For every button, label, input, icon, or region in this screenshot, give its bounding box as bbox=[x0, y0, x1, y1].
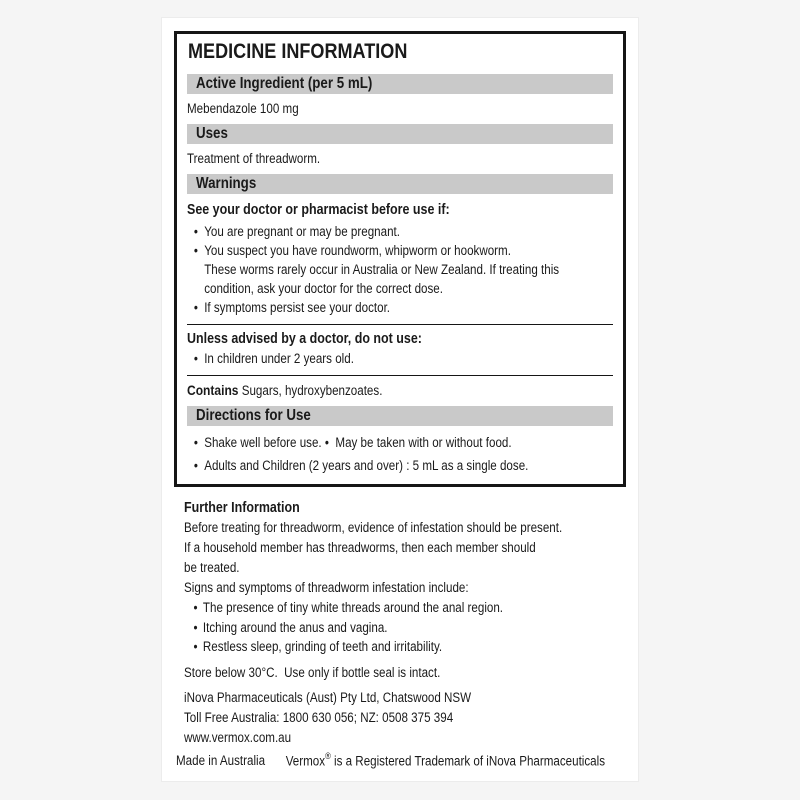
further-line-3: be treated. bbox=[184, 560, 240, 575]
medicine-label-panel bbox=[161, 17, 639, 782]
further-bullet-2 bbox=[184, 618, 562, 638]
storage-line: Store below 30°C. Use only if bottle seal is intact. bbox=[184, 664, 441, 680]
divider-rule bbox=[187, 375, 613, 376]
company-line: iNova Pharmaceuticals (Aust) Pty Ltd, Chatswood NSW bbox=[184, 689, 472, 705]
bullet-icon: • bbox=[193, 224, 198, 239]
section-bar-warnings bbox=[187, 174, 613, 194]
directions-bullet-1-text: Shake well before use. • May be taken with or without food. bbox=[204, 435, 512, 450]
further-bullet-3 bbox=[184, 637, 562, 657]
contains-label: Contains bbox=[187, 382, 239, 398]
made-in-text: Made in Australia bbox=[176, 753, 266, 768]
further-bullet-1-text: The presence of tiny white threads around the anal region. bbox=[202, 600, 504, 615]
section-bar-uses bbox=[187, 124, 613, 144]
warnings-bullet-2-continuation-2: condition, ask your doctor for the correct dose. bbox=[204, 281, 443, 296]
further-bullet-3-text: Restless sleep, grinding of teeth and irritability. bbox=[202, 639, 443, 654]
section-bar-directions bbox=[187, 406, 613, 426]
footer-line bbox=[174, 748, 626, 771]
further-line-2: If a household member has threadworms, then each member should bbox=[184, 540, 536, 555]
contains-value: Sugars, hydroxybenzoates. bbox=[238, 383, 383, 398]
bullet-icon: • bbox=[193, 619, 198, 635]
uses-row bbox=[187, 149, 613, 168]
further-information-section bbox=[174, 487, 626, 748]
contains-line bbox=[187, 381, 382, 400]
active-ingredient-row bbox=[187, 99, 613, 118]
warnings-bullet-list bbox=[187, 222, 613, 317]
unless-advised-heading: Unless advised by a doctor, do not use: bbox=[187, 331, 422, 347]
section-label-warnings: Warnings bbox=[196, 175, 257, 192]
bullet-icon: • bbox=[193, 243, 198, 258]
bullet-icon: • bbox=[193, 600, 198, 615]
divider-rule bbox=[187, 324, 613, 325]
bullet-icon: • bbox=[193, 458, 198, 473]
warnings-bullet-3-text: If symptoms persist see your doctor. bbox=[204, 300, 391, 315]
bullet-icon: • bbox=[193, 435, 198, 450]
further-bullet-2-text: Itching around the anus and vagina. bbox=[202, 619, 388, 635]
directions-bullet-2 bbox=[187, 456, 553, 476]
bullet-icon: • bbox=[193, 351, 198, 366]
registered-mark-icon: ® bbox=[325, 750, 331, 761]
directions-bullet-2-text: Adults and Children (2 years and over) : 5 mL as a single dose. bbox=[204, 458, 529, 473]
active-ingredient-value: Mebendazole 100 mg bbox=[187, 101, 299, 116]
phone-line: Toll Free Australia: 1800 630 056; NZ: 0508 375 394 bbox=[184, 709, 454, 725]
warnings-bullet-2-continuation-1: These worms rarely occur in Australia or New Zealand. If treating this bbox=[204, 262, 560, 277]
unless-advised-bullet-text: In children under 2 years old. bbox=[204, 351, 354, 366]
trademark-brand: Vermox bbox=[285, 753, 326, 768]
warnings-bullet-2 bbox=[187, 241, 553, 260]
footer-text bbox=[176, 748, 605, 771]
directions-bullet-1 bbox=[187, 433, 553, 453]
section-label-active-ingredient: Active Ingredient (per 5 mL) bbox=[196, 75, 373, 92]
further-line-1: Before treating for threadworm, evidence of infestation should be present. bbox=[184, 520, 563, 535]
warnings-bullet-3 bbox=[187, 298, 553, 317]
bullet-icon: • bbox=[193, 300, 198, 315]
medicine-information-box bbox=[174, 31, 626, 487]
section-label-directions: Directions for Use bbox=[196, 407, 311, 424]
further-bullet-1 bbox=[184, 598, 562, 618]
further-information-heading: Further Information bbox=[184, 500, 300, 516]
unless-advised-bullet bbox=[187, 349, 553, 368]
section-label-uses: Uses bbox=[196, 125, 228, 142]
warnings-bullet-1-text: You are pregnant or may be pregnant. bbox=[204, 224, 400, 239]
see-doctor-heading: See your doctor or pharmacist before use if: bbox=[187, 202, 450, 218]
section-bar-active-ingredient bbox=[187, 74, 613, 94]
trademark-text: is a Registered Trademark of iNova Pharmaceuticals bbox=[330, 753, 606, 768]
website-line: www.vermox.com.au bbox=[184, 729, 292, 745]
medicine-information-title: MEDICINE INFORMATION bbox=[188, 40, 408, 63]
directions-bullet-list bbox=[187, 433, 613, 476]
bullet-icon: • bbox=[193, 639, 198, 654]
contains-row bbox=[187, 381, 613, 400]
uses-value: Treatment of threadworm. bbox=[187, 151, 321, 166]
warnings-bullet-1 bbox=[187, 222, 553, 241]
warnings-bullet-2-text: You suspect you have roundworm, whipworm or hookworm. bbox=[204, 243, 511, 258]
further-line-4: Signs and symptoms of threadworm infestation include: bbox=[184, 580, 469, 595]
